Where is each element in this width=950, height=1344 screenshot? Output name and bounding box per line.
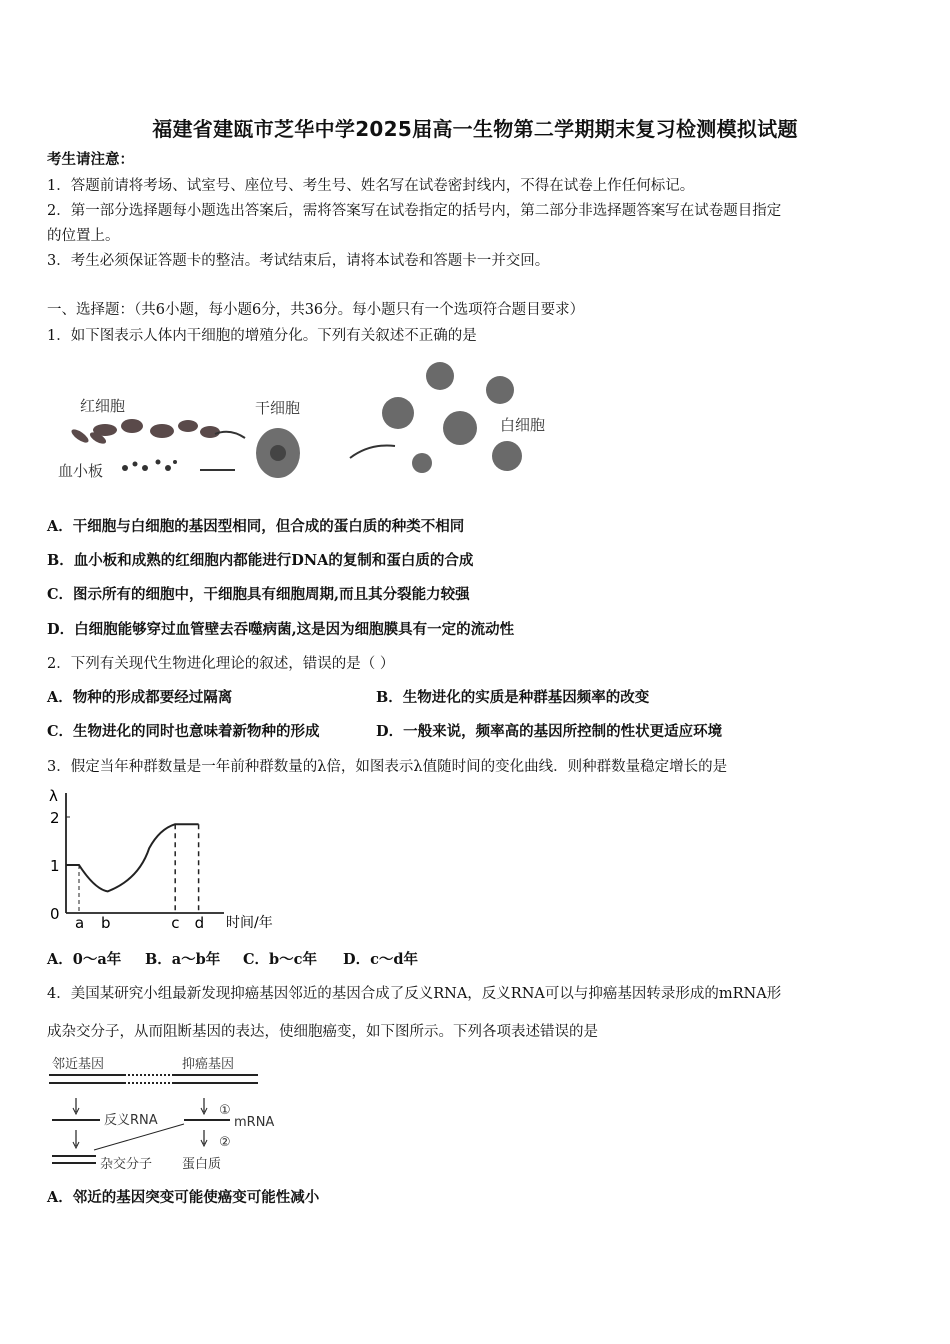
q2-option-a: A．物种的形成都要经过隔离 bbox=[47, 689, 233, 706]
q1-option-d: D．白细胞能够穿过血管壁去吞噬病菌,这是因为细胞膜具有一定的流动性 bbox=[47, 621, 515, 638]
question-2-stem: 2．下列有关现代生物进化理论的叙述，错误的是（ ） bbox=[47, 656, 395, 672]
q1-option-c: C．图示所有的细胞中，干细胞具有细胞周期,而且其分裂能力较强 bbox=[47, 586, 470, 603]
x-tick-label: b bbox=[101, 914, 111, 932]
x-tick-label: d bbox=[194, 914, 205, 932]
lambda-chart bbox=[44, 785, 294, 935]
page-title: 福建省建瓯市芝华中学2025届高一生物第二学期期末复习检测模拟试题 bbox=[152, 117, 798, 141]
label-stem-cell: 干细胞 bbox=[255, 399, 301, 417]
label-white-cell: 白细胞 bbox=[500, 416, 546, 434]
label-antisense-rna: 反义RNA bbox=[104, 1113, 158, 1128]
q3-option-b: B．a～b年 bbox=[145, 951, 221, 968]
label-red-cell: 红细胞 bbox=[80, 397, 126, 415]
antisense-rna-diagram bbox=[44, 1050, 294, 1178]
q2-option-d: D．一般来说，频率高的基因所控制的性状更适应环境 bbox=[376, 723, 723, 740]
label-suppressor-gene: 抑癌基因 bbox=[182, 1057, 235, 1072]
y-tick-label: 2 bbox=[50, 809, 60, 827]
label-protein: 蛋白质 bbox=[182, 1157, 222, 1172]
y-axis-label: λ bbox=[49, 787, 58, 805]
question-3-stem: 3．假定当年种群数量是一年前种群数量的λ倍，如图表示λ值随时间的变化曲线．则种群数量稳定增长的是 bbox=[47, 759, 728, 775]
q3-option-c: C．b～c年 bbox=[243, 951, 318, 968]
question-1-stem: 1．如下图表示人体内干细胞的增殖分化。下列有关叙述不正确的是 bbox=[47, 328, 477, 344]
question-4-stem: 4．美国某研究小组最新发现抑癌基因邻近的基因合成了反义RNA，反义RNA可以与抑癌基因转录形成的mRNA形 bbox=[47, 986, 782, 1002]
arrow-to-white bbox=[350, 446, 395, 459]
label-hybrid-molecule: 杂交分子 bbox=[100, 1157, 153, 1172]
q3-option-d: D．c～d年 bbox=[343, 951, 419, 968]
notice-item: 的位置上。 bbox=[47, 228, 120, 244]
q4-option-a: A．邻近的基因突变可能使癌变可能性减小 bbox=[47, 1189, 320, 1206]
red-blood-cells bbox=[70, 419, 220, 446]
question-4-stem-cont: 成杂交分子，从而阻断基因的表达，使细胞癌变，如下图所示。下列各项表述错误的是 bbox=[47, 1024, 598, 1040]
label-neighbor-gene: 邻近基因 bbox=[52, 1057, 105, 1072]
label-step-1: ① bbox=[219, 1103, 231, 1118]
label-step-2: ② bbox=[219, 1135, 231, 1150]
section-heading: 一、选择题：（共6小题，每小题6分，共36分。每小题只有一个选项符合题目要求） bbox=[47, 302, 585, 318]
arrow-to-red bbox=[215, 432, 245, 438]
notice-heading: 考生请注意： bbox=[47, 151, 134, 168]
lambda-series-line bbox=[66, 824, 199, 891]
notice-item: 3．考生必须保证答题卡的整洁。考试结束后，请将本试卷和答题卡一并交回。 bbox=[47, 253, 550, 269]
label-mrna: mRNA bbox=[234, 1115, 275, 1130]
platelets bbox=[122, 460, 177, 472]
y-tick-label: 0 bbox=[50, 905, 60, 923]
x-axis-label: 时间/年 bbox=[226, 915, 273, 931]
q3-option-a: A．0～a年 bbox=[47, 951, 122, 968]
q2-option-b: B．生物进化的实质是种群基因频率的改变 bbox=[376, 689, 650, 706]
q2-option-c: C．生物进化的同时也意味着新物种的形成 bbox=[47, 723, 320, 740]
x-tick-label: a bbox=[75, 914, 85, 932]
q1-option-b: B．血小板和成熟的红细胞内都能进行DNA的复制和蛋白质的合成 bbox=[47, 552, 474, 569]
notice-item: 2．第一部分选择题每小题选出答案后，需将答案写在试卷指定的括号内，第二部分非选择题答案写在试卷题目指定 bbox=[47, 203, 782, 219]
stem-cell-figure bbox=[50, 358, 570, 493]
notice-item: 1．答题前请将考场、试室号、座位号、考生号、姓名写在试卷密封线内，不得在试卷上作任何标记。 bbox=[47, 178, 695, 194]
x-tick-label: c bbox=[171, 914, 180, 932]
y-tick-label: 1 bbox=[50, 857, 60, 875]
label-platelet: 血小板 bbox=[58, 462, 104, 480]
q1-option-a: A．干细胞与白细胞的基因型相同，但合成的蛋白质的种类不相同 bbox=[47, 518, 465, 535]
